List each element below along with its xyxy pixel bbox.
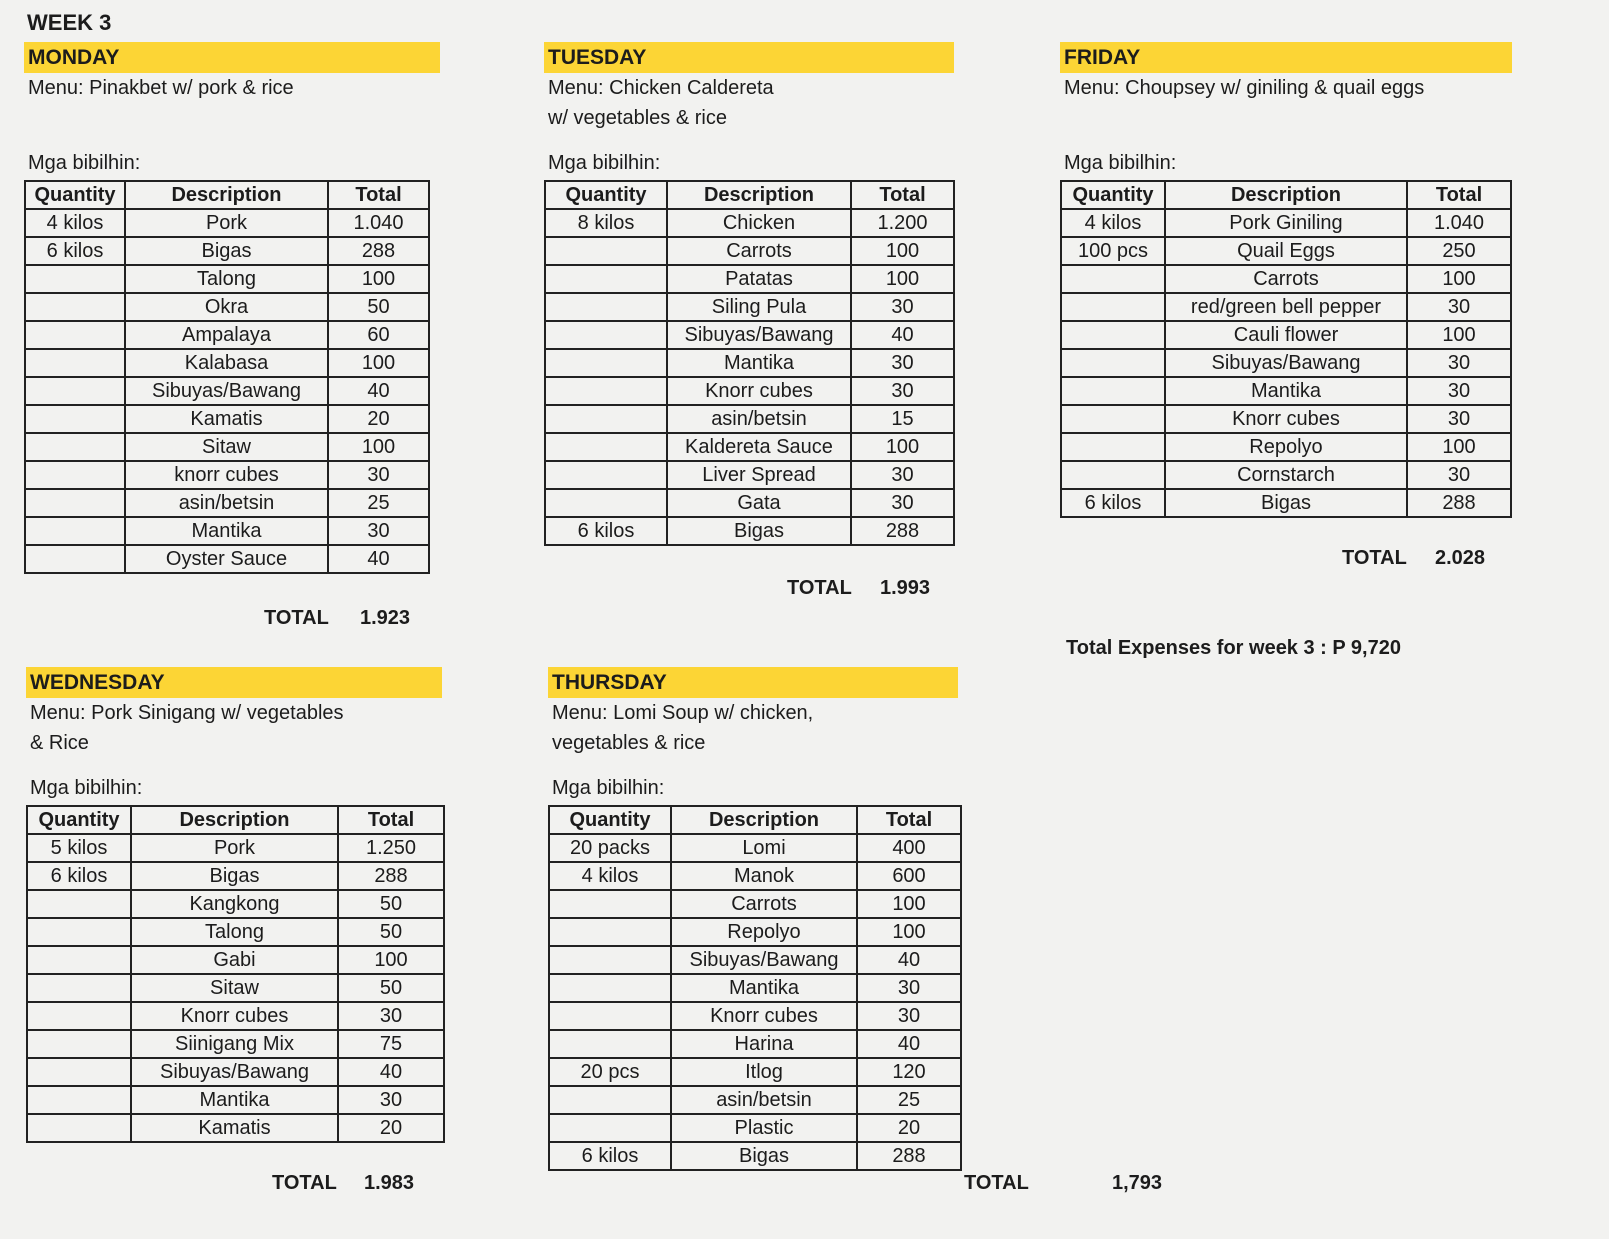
table-row bbox=[25, 489, 429, 517]
cell-quantity bbox=[25, 545, 125, 573]
table-header-row bbox=[25, 181, 429, 209]
cell-quantity bbox=[25, 377, 125, 405]
cell-total: 288 bbox=[328, 237, 429, 265]
menu-text: Menu: Pinakbet w/ pork & rice bbox=[28, 77, 294, 99]
menu-text: Menu: Chicken Caldereta w/ vegetables & rice bbox=[548, 77, 774, 129]
day-wednesday bbox=[26, 667, 442, 758]
table-row bbox=[25, 433, 429, 461]
cell-total: 30 bbox=[851, 489, 954, 517]
cell-total: 100 bbox=[328, 349, 429, 377]
cell-total: 30 bbox=[328, 517, 429, 545]
table-row bbox=[549, 1030, 961, 1058]
table-row bbox=[549, 834, 961, 862]
cell-description: Kamatis bbox=[131, 1114, 338, 1142]
table-row bbox=[25, 237, 429, 265]
table-row bbox=[1061, 209, 1511, 237]
cell-description: Manok bbox=[671, 862, 857, 890]
cell-description: Ampalaya bbox=[125, 321, 328, 349]
cell-description: Bigas bbox=[671, 1142, 857, 1170]
cell-total: 25 bbox=[328, 489, 429, 517]
cell-quantity bbox=[27, 1114, 131, 1142]
cell-quantity: 4 kilos bbox=[25, 209, 125, 237]
cell-quantity: 20 packs bbox=[549, 834, 671, 862]
cell-total: 50 bbox=[338, 890, 444, 918]
cell-quantity: 6 kilos bbox=[549, 1142, 671, 1170]
table-row bbox=[1061, 433, 1511, 461]
table-row bbox=[549, 1114, 961, 1142]
cell-quantity bbox=[25, 517, 125, 545]
total-label: TOTAL bbox=[1342, 547, 1407, 569]
table-row bbox=[1061, 349, 1511, 377]
table-row bbox=[25, 405, 429, 433]
week-title: WEEK 3 bbox=[27, 10, 112, 35]
cell-description: Kangkong bbox=[131, 890, 338, 918]
cell-quantity bbox=[25, 461, 125, 489]
header-description: Description bbox=[671, 806, 857, 834]
cell-total: 50 bbox=[328, 293, 429, 321]
table-row bbox=[1061, 321, 1511, 349]
cell-description: Sitaw bbox=[125, 433, 328, 461]
cell-quantity bbox=[27, 1030, 131, 1058]
total-label: TOTAL bbox=[264, 607, 329, 629]
cell-total: 100 bbox=[328, 265, 429, 293]
grocery-table bbox=[24, 180, 430, 574]
cell-total: 20 bbox=[857, 1114, 961, 1142]
cell-quantity bbox=[545, 321, 667, 349]
cell-total: 100 bbox=[1407, 321, 1511, 349]
section-label: Mga bibilhin: bbox=[28, 152, 141, 174]
table-row bbox=[545, 293, 954, 321]
cell-description: Cauli flower bbox=[1165, 321, 1407, 349]
cell-quantity bbox=[549, 1030, 671, 1058]
cell-description: Talong bbox=[125, 265, 328, 293]
cell-total: 40 bbox=[857, 946, 961, 974]
table-row bbox=[25, 321, 429, 349]
cell-description: Mantika bbox=[125, 517, 328, 545]
day-friday bbox=[1060, 42, 1512, 103]
cell-total: 50 bbox=[338, 974, 444, 1002]
cell-quantity bbox=[1061, 265, 1165, 293]
cell-quantity bbox=[549, 946, 671, 974]
cell-description: Repolyo bbox=[1165, 433, 1407, 461]
cell-description: Pork bbox=[131, 834, 338, 862]
header-total: Total bbox=[851, 181, 954, 209]
total-label: TOTAL bbox=[964, 1172, 1029, 1194]
cell-description: Kamatis bbox=[125, 405, 328, 433]
cell-total: 1.250 bbox=[338, 834, 444, 862]
cell-description: asin/betsin bbox=[671, 1086, 857, 1114]
cell-description: Carrots bbox=[1165, 265, 1407, 293]
menu-text: Menu: Choupsey w/ giniling & quail eggs bbox=[1064, 77, 1425, 99]
cell-total: 30 bbox=[851, 293, 954, 321]
cell-quantity bbox=[545, 293, 667, 321]
section-label: Mga bibilhin: bbox=[548, 152, 661, 174]
cell-quantity bbox=[27, 890, 131, 918]
cell-total: 100 bbox=[1407, 433, 1511, 461]
header-quantity: Quantity bbox=[25, 181, 125, 209]
cell-total: 288 bbox=[857, 1142, 961, 1170]
cell-quantity bbox=[25, 433, 125, 461]
cell-description: Sitaw bbox=[131, 974, 338, 1002]
table-row bbox=[545, 433, 954, 461]
cell-description: Sibuyas/Bawang bbox=[125, 377, 328, 405]
cell-total: 100 bbox=[857, 890, 961, 918]
table-row bbox=[1061, 237, 1511, 265]
total-label: TOTAL bbox=[272, 1172, 337, 1194]
table-row bbox=[1061, 405, 1511, 433]
cell-total: 600 bbox=[857, 862, 961, 890]
table-row bbox=[545, 349, 954, 377]
cell-quantity bbox=[549, 918, 671, 946]
section-label: Mga bibilhin: bbox=[552, 777, 665, 799]
cell-quantity bbox=[1061, 405, 1165, 433]
cell-description: Cornstarch bbox=[1165, 461, 1407, 489]
cell-total: 100 bbox=[851, 265, 954, 293]
cell-description: Bigas bbox=[667, 517, 851, 545]
cell-description: Repolyo bbox=[671, 918, 857, 946]
table-row bbox=[549, 974, 961, 1002]
cell-quantity: 4 kilos bbox=[549, 862, 671, 890]
cell-description: Oyster Sauce bbox=[125, 545, 328, 573]
table-row bbox=[549, 1002, 961, 1030]
table-row bbox=[27, 1030, 444, 1058]
table-row bbox=[1061, 489, 1511, 517]
cell-quantity: 100 pcs bbox=[1061, 237, 1165, 265]
table-row bbox=[545, 489, 954, 517]
table-row bbox=[25, 545, 429, 573]
table-row bbox=[25, 461, 429, 489]
table-row bbox=[25, 377, 429, 405]
cell-total: 30 bbox=[1407, 405, 1511, 433]
cell-total: 120 bbox=[857, 1058, 961, 1086]
cell-quantity bbox=[545, 237, 667, 265]
table-row bbox=[25, 265, 429, 293]
table-row bbox=[25, 349, 429, 377]
table-row bbox=[545, 377, 954, 405]
cell-quantity bbox=[25, 321, 125, 349]
table-row bbox=[27, 946, 444, 974]
cell-quantity bbox=[25, 349, 125, 377]
cell-total: 30 bbox=[851, 377, 954, 405]
table-row bbox=[1061, 377, 1511, 405]
menu-text: Menu: Lomi Soup w/ chicken, vegetables & rice bbox=[552, 702, 814, 754]
header-total: Total bbox=[1407, 181, 1511, 209]
cell-description: Okra bbox=[125, 293, 328, 321]
cell-quantity bbox=[25, 265, 125, 293]
cell-description: Gabi bbox=[131, 946, 338, 974]
cell-total: 30 bbox=[1407, 349, 1511, 377]
cell-quantity bbox=[1061, 433, 1165, 461]
cell-total: 250 bbox=[1407, 237, 1511, 265]
day-title: FRIDAY bbox=[1060, 42, 1512, 73]
cell-total: 100 bbox=[328, 433, 429, 461]
cell-total: 50 bbox=[338, 918, 444, 946]
cell-description: Kalabasa bbox=[125, 349, 328, 377]
cell-description: Sibuyas/Bawang bbox=[1165, 349, 1407, 377]
table-row bbox=[549, 1058, 961, 1086]
cell-total: 1.200 bbox=[851, 209, 954, 237]
cell-quantity bbox=[1061, 321, 1165, 349]
table-row bbox=[27, 1058, 444, 1086]
cell-description: Bigas bbox=[1165, 489, 1407, 517]
table-row bbox=[27, 890, 444, 918]
cell-description: Sibuyas/Bawang bbox=[667, 321, 851, 349]
cell-description: Sibuyas/Bawang bbox=[131, 1058, 338, 1086]
cell-description: Itlog bbox=[671, 1058, 857, 1086]
table-row bbox=[545, 265, 954, 293]
cell-quantity bbox=[27, 1002, 131, 1030]
cell-quantity: 8 kilos bbox=[545, 209, 667, 237]
cell-total: 288 bbox=[1407, 489, 1511, 517]
cell-quantity bbox=[549, 1114, 671, 1142]
cell-description: Pork Giniling bbox=[1165, 209, 1407, 237]
cell-description: Talong bbox=[131, 918, 338, 946]
total-value: 1.993 bbox=[880, 577, 931, 599]
cell-description: red/green bell pepper bbox=[1165, 293, 1407, 321]
total-value: 1.923 bbox=[360, 607, 411, 629]
cell-description: Bigas bbox=[125, 237, 328, 265]
cell-description: Mantika bbox=[667, 349, 851, 377]
cell-total: 100 bbox=[857, 918, 961, 946]
cell-total: 1.040 bbox=[328, 209, 429, 237]
table-row bbox=[1061, 461, 1511, 489]
total-value: 2.028 bbox=[1435, 547, 1486, 569]
table-header-row bbox=[549, 806, 961, 834]
table-row bbox=[27, 1002, 444, 1030]
total-value: 1.983 bbox=[364, 1172, 415, 1194]
cell-total: 30 bbox=[857, 1002, 961, 1030]
header-quantity: Quantity bbox=[1061, 181, 1165, 209]
cell-description: asin/betsin bbox=[667, 405, 851, 433]
cell-description: Chicken bbox=[667, 209, 851, 237]
table-row bbox=[545, 517, 954, 545]
grocery-table bbox=[26, 805, 445, 1143]
cell-quantity bbox=[545, 265, 667, 293]
cell-quantity bbox=[1061, 349, 1165, 377]
table-row bbox=[549, 1086, 961, 1114]
cell-total: 400 bbox=[857, 834, 961, 862]
cell-description: knorr cubes bbox=[125, 461, 328, 489]
header-quantity: Quantity bbox=[545, 181, 667, 209]
cell-quantity bbox=[545, 433, 667, 461]
cell-total: 15 bbox=[851, 405, 954, 433]
cell-description: Knorr cubes bbox=[131, 1002, 338, 1030]
cell-quantity: 20 pcs bbox=[549, 1058, 671, 1086]
cell-total: 288 bbox=[851, 517, 954, 545]
cell-description: Harina bbox=[671, 1030, 857, 1058]
day-title: THURSDAY bbox=[548, 667, 958, 698]
cell-total: 40 bbox=[328, 545, 429, 573]
cell-quantity bbox=[549, 1002, 671, 1030]
cell-quantity bbox=[549, 1086, 671, 1114]
cell-total: 20 bbox=[328, 405, 429, 433]
grocery-table bbox=[1060, 180, 1512, 518]
header-total: Total bbox=[328, 181, 429, 209]
cell-quantity bbox=[27, 1086, 131, 1114]
table-header-row bbox=[27, 806, 444, 834]
day-thursday bbox=[548, 667, 958, 758]
table-row bbox=[549, 918, 961, 946]
table-row bbox=[25, 209, 429, 237]
table-row bbox=[545, 321, 954, 349]
cell-description: Lomi bbox=[671, 834, 857, 862]
cell-quantity: 6 kilos bbox=[545, 517, 667, 545]
cell-description: Patatas bbox=[667, 265, 851, 293]
table-row bbox=[549, 862, 961, 890]
cell-description: Carrots bbox=[671, 890, 857, 918]
header-total: Total bbox=[857, 806, 961, 834]
cell-description: Mantika bbox=[671, 974, 857, 1002]
cell-quantity bbox=[545, 405, 667, 433]
header-description: Description bbox=[667, 181, 851, 209]
table-row bbox=[27, 834, 444, 862]
grocery-table bbox=[548, 805, 962, 1171]
cell-description: Gata bbox=[667, 489, 851, 517]
cell-total: 30 bbox=[328, 461, 429, 489]
table-row bbox=[25, 517, 429, 545]
cell-description: asin/betsin bbox=[125, 489, 328, 517]
table-row bbox=[549, 890, 961, 918]
cell-quantity bbox=[25, 293, 125, 321]
cell-total: 25 bbox=[857, 1086, 961, 1114]
cell-description: Sibuyas/Bawang bbox=[671, 946, 857, 974]
cell-total: 288 bbox=[338, 862, 444, 890]
grand-total: Total Expenses for week 3 : P 9,720 bbox=[1066, 637, 1401, 659]
cell-quantity: 6 kilos bbox=[25, 237, 125, 265]
cell-total: 100 bbox=[851, 433, 954, 461]
table-row bbox=[549, 946, 961, 974]
cell-description: Bigas bbox=[131, 862, 338, 890]
table-row bbox=[1061, 265, 1511, 293]
cell-quantity bbox=[27, 918, 131, 946]
cell-total: 40 bbox=[328, 377, 429, 405]
header-quantity: Quantity bbox=[27, 806, 131, 834]
table-row bbox=[545, 209, 954, 237]
cell-total: 30 bbox=[338, 1002, 444, 1030]
table-row bbox=[1061, 293, 1511, 321]
day-monday bbox=[24, 42, 440, 103]
cell-quantity bbox=[25, 489, 125, 517]
cell-quantity bbox=[27, 946, 131, 974]
table-row bbox=[27, 974, 444, 1002]
cell-quantity bbox=[545, 461, 667, 489]
section-label: Mga bibilhin: bbox=[1064, 152, 1177, 174]
header-description: Description bbox=[125, 181, 328, 209]
table-row bbox=[549, 1142, 961, 1170]
cell-total: 100 bbox=[1407, 265, 1511, 293]
table-row bbox=[27, 1114, 444, 1142]
cell-quantity: 6 kilos bbox=[27, 862, 131, 890]
cell-total: 75 bbox=[338, 1030, 444, 1058]
cell-quantity bbox=[1061, 293, 1165, 321]
cell-description: Kaldereta Sauce bbox=[667, 433, 851, 461]
cell-quantity bbox=[1061, 461, 1165, 489]
cell-quantity bbox=[545, 489, 667, 517]
total-value: 1,793 bbox=[1112, 1172, 1163, 1194]
cell-quantity: 6 kilos bbox=[1061, 489, 1165, 517]
cell-quantity bbox=[25, 405, 125, 433]
cell-total: 30 bbox=[857, 974, 961, 1002]
cell-description: Siling Pula bbox=[667, 293, 851, 321]
header-total: Total bbox=[338, 806, 444, 834]
table-header-row bbox=[545, 181, 954, 209]
cell-total: 30 bbox=[851, 461, 954, 489]
cell-total: 1.040 bbox=[1407, 209, 1511, 237]
cell-total: 100 bbox=[338, 946, 444, 974]
day-title: WEDNESDAY bbox=[26, 667, 442, 698]
day-tuesday bbox=[544, 42, 954, 133]
cell-description: Plastic bbox=[671, 1114, 857, 1142]
table-row bbox=[27, 862, 444, 890]
cell-quantity bbox=[545, 349, 667, 377]
section-label: Mga bibilhin: bbox=[30, 777, 143, 799]
cell-quantity bbox=[545, 377, 667, 405]
header-quantity: Quantity bbox=[549, 806, 671, 834]
cell-total: 40 bbox=[857, 1030, 961, 1058]
cell-quantity: 4 kilos bbox=[1061, 209, 1165, 237]
header-description: Description bbox=[131, 806, 338, 834]
cell-description: Liver Spread bbox=[667, 461, 851, 489]
cell-total: 60 bbox=[328, 321, 429, 349]
menu-text: Menu: Pork Sinigang w/ vegetables & Rice bbox=[30, 702, 344, 754]
cell-total: 40 bbox=[338, 1058, 444, 1086]
table-header-row bbox=[1061, 181, 1511, 209]
cell-description: Mantika bbox=[131, 1086, 338, 1114]
cell-description: Knorr cubes bbox=[671, 1002, 857, 1030]
cell-description: Quail Eggs bbox=[1165, 237, 1407, 265]
grocery-table bbox=[544, 180, 955, 546]
cell-quantity bbox=[1061, 377, 1165, 405]
cell-description: Carrots bbox=[667, 237, 851, 265]
cell-total: 30 bbox=[851, 349, 954, 377]
header-description: Description bbox=[1165, 181, 1407, 209]
cell-total: 20 bbox=[338, 1114, 444, 1142]
cell-total: 30 bbox=[1407, 461, 1511, 489]
cell-quantity: 5 kilos bbox=[27, 834, 131, 862]
cell-description: Knorr cubes bbox=[1165, 405, 1407, 433]
table-row bbox=[27, 1086, 444, 1114]
cell-description: Pork bbox=[125, 209, 328, 237]
cell-quantity bbox=[27, 1058, 131, 1086]
table-row bbox=[27, 918, 444, 946]
table-row bbox=[545, 461, 954, 489]
cell-total: 40 bbox=[851, 321, 954, 349]
cell-total: 100 bbox=[851, 237, 954, 265]
total-label: TOTAL bbox=[787, 577, 852, 599]
cell-total: 30 bbox=[338, 1086, 444, 1114]
cell-quantity bbox=[549, 974, 671, 1002]
cell-quantity bbox=[549, 890, 671, 918]
day-title: TUESDAY bbox=[544, 42, 954, 73]
cell-description: Mantika bbox=[1165, 377, 1407, 405]
table-row bbox=[25, 293, 429, 321]
day-title: MONDAY bbox=[24, 42, 440, 73]
cell-quantity bbox=[27, 974, 131, 1002]
table-row bbox=[545, 405, 954, 433]
cell-description: Siinigang Mix bbox=[131, 1030, 338, 1058]
cell-description: Knorr cubes bbox=[667, 377, 851, 405]
cell-total: 30 bbox=[1407, 377, 1511, 405]
cell-total: 30 bbox=[1407, 293, 1511, 321]
table-row bbox=[545, 237, 954, 265]
